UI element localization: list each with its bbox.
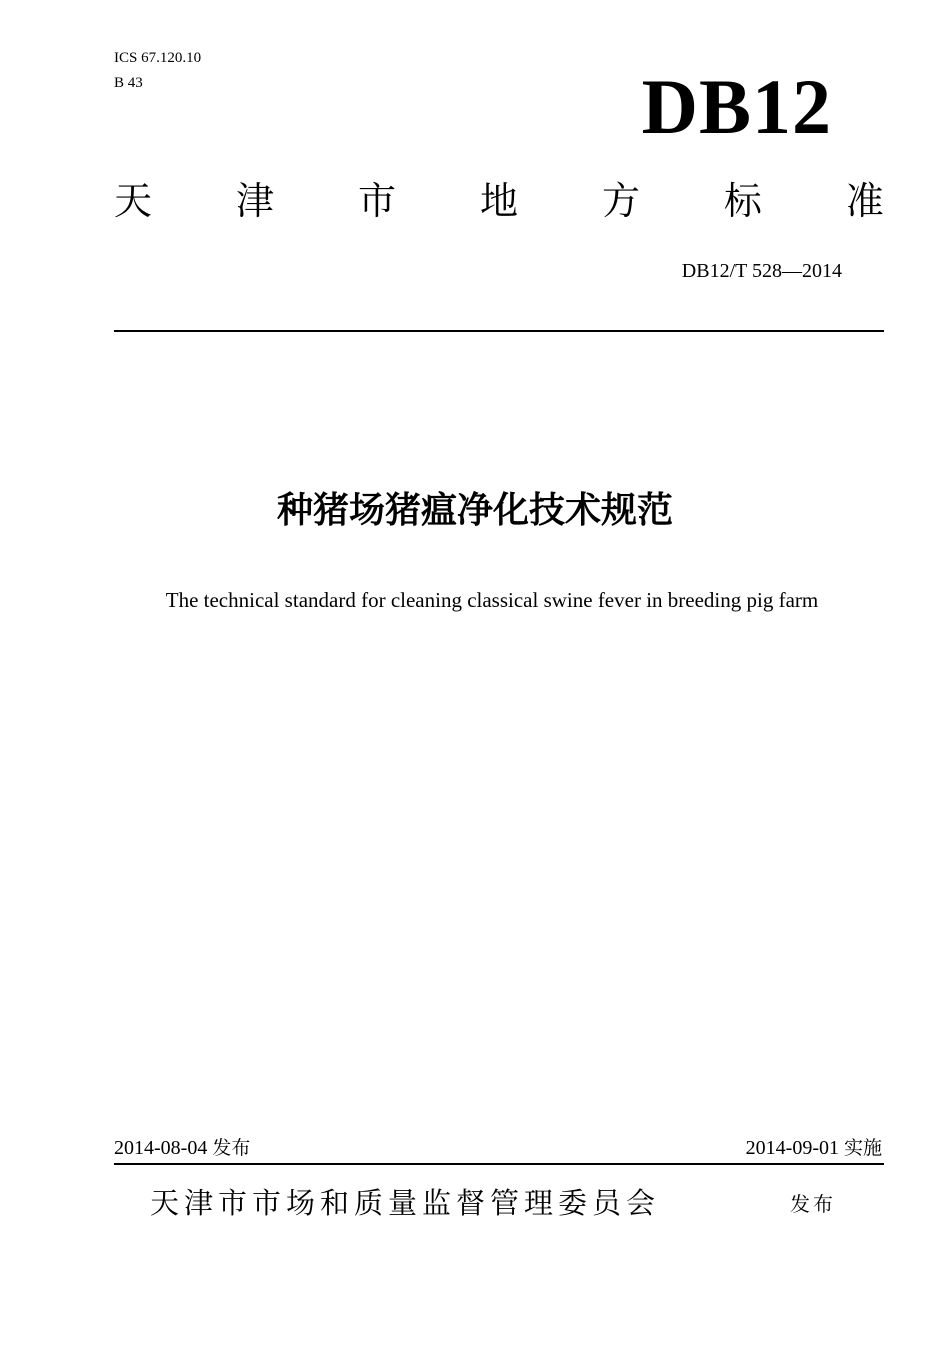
document-title-chinese: 种猪场猪瘟净化技术规范 [276, 490, 673, 531]
standard-type-char: 方 [601, 179, 640, 223]
standard-type-char: 标 [723, 179, 762, 223]
top-divider [114, 330, 884, 332]
standard-mark: DB12 [641, 63, 832, 150]
ics-code: ICS 67.120.10 [114, 50, 202, 66]
standard-type-char: 天 [114, 179, 153, 223]
issue-date: 2014-08-04 [114, 1137, 208, 1159]
standard-type-char: 地 [479, 179, 518, 223]
issue-date-line [114, 1134, 250, 1162]
implementation-date-line [746, 1134, 882, 1162]
standard-number: DB12/T 528—2014 [681, 260, 842, 282]
implementation-date: 2014-09-01 [745, 1137, 839, 1159]
classification-code: B 43 [114, 75, 143, 91]
implementation-label: 实施 [843, 1137, 882, 1159]
standard-type-char: 准 [845, 179, 884, 223]
standard-type-char: 津 [235, 179, 274, 223]
standard-type-char: 市 [357, 179, 396, 223]
publisher-name: 天津市市场和质量监督管理委员会 [150, 1186, 661, 1220]
standard-type-heading [114, 176, 884, 226]
publisher-suffix: 发布 [790, 1192, 836, 1216]
document-title-english: The technical standard for cleaning classical swine fever in breeding pig farm [165, 588, 819, 612]
issue-label: 发布 [212, 1137, 251, 1159]
bottom-divider [114, 1163, 884, 1165]
